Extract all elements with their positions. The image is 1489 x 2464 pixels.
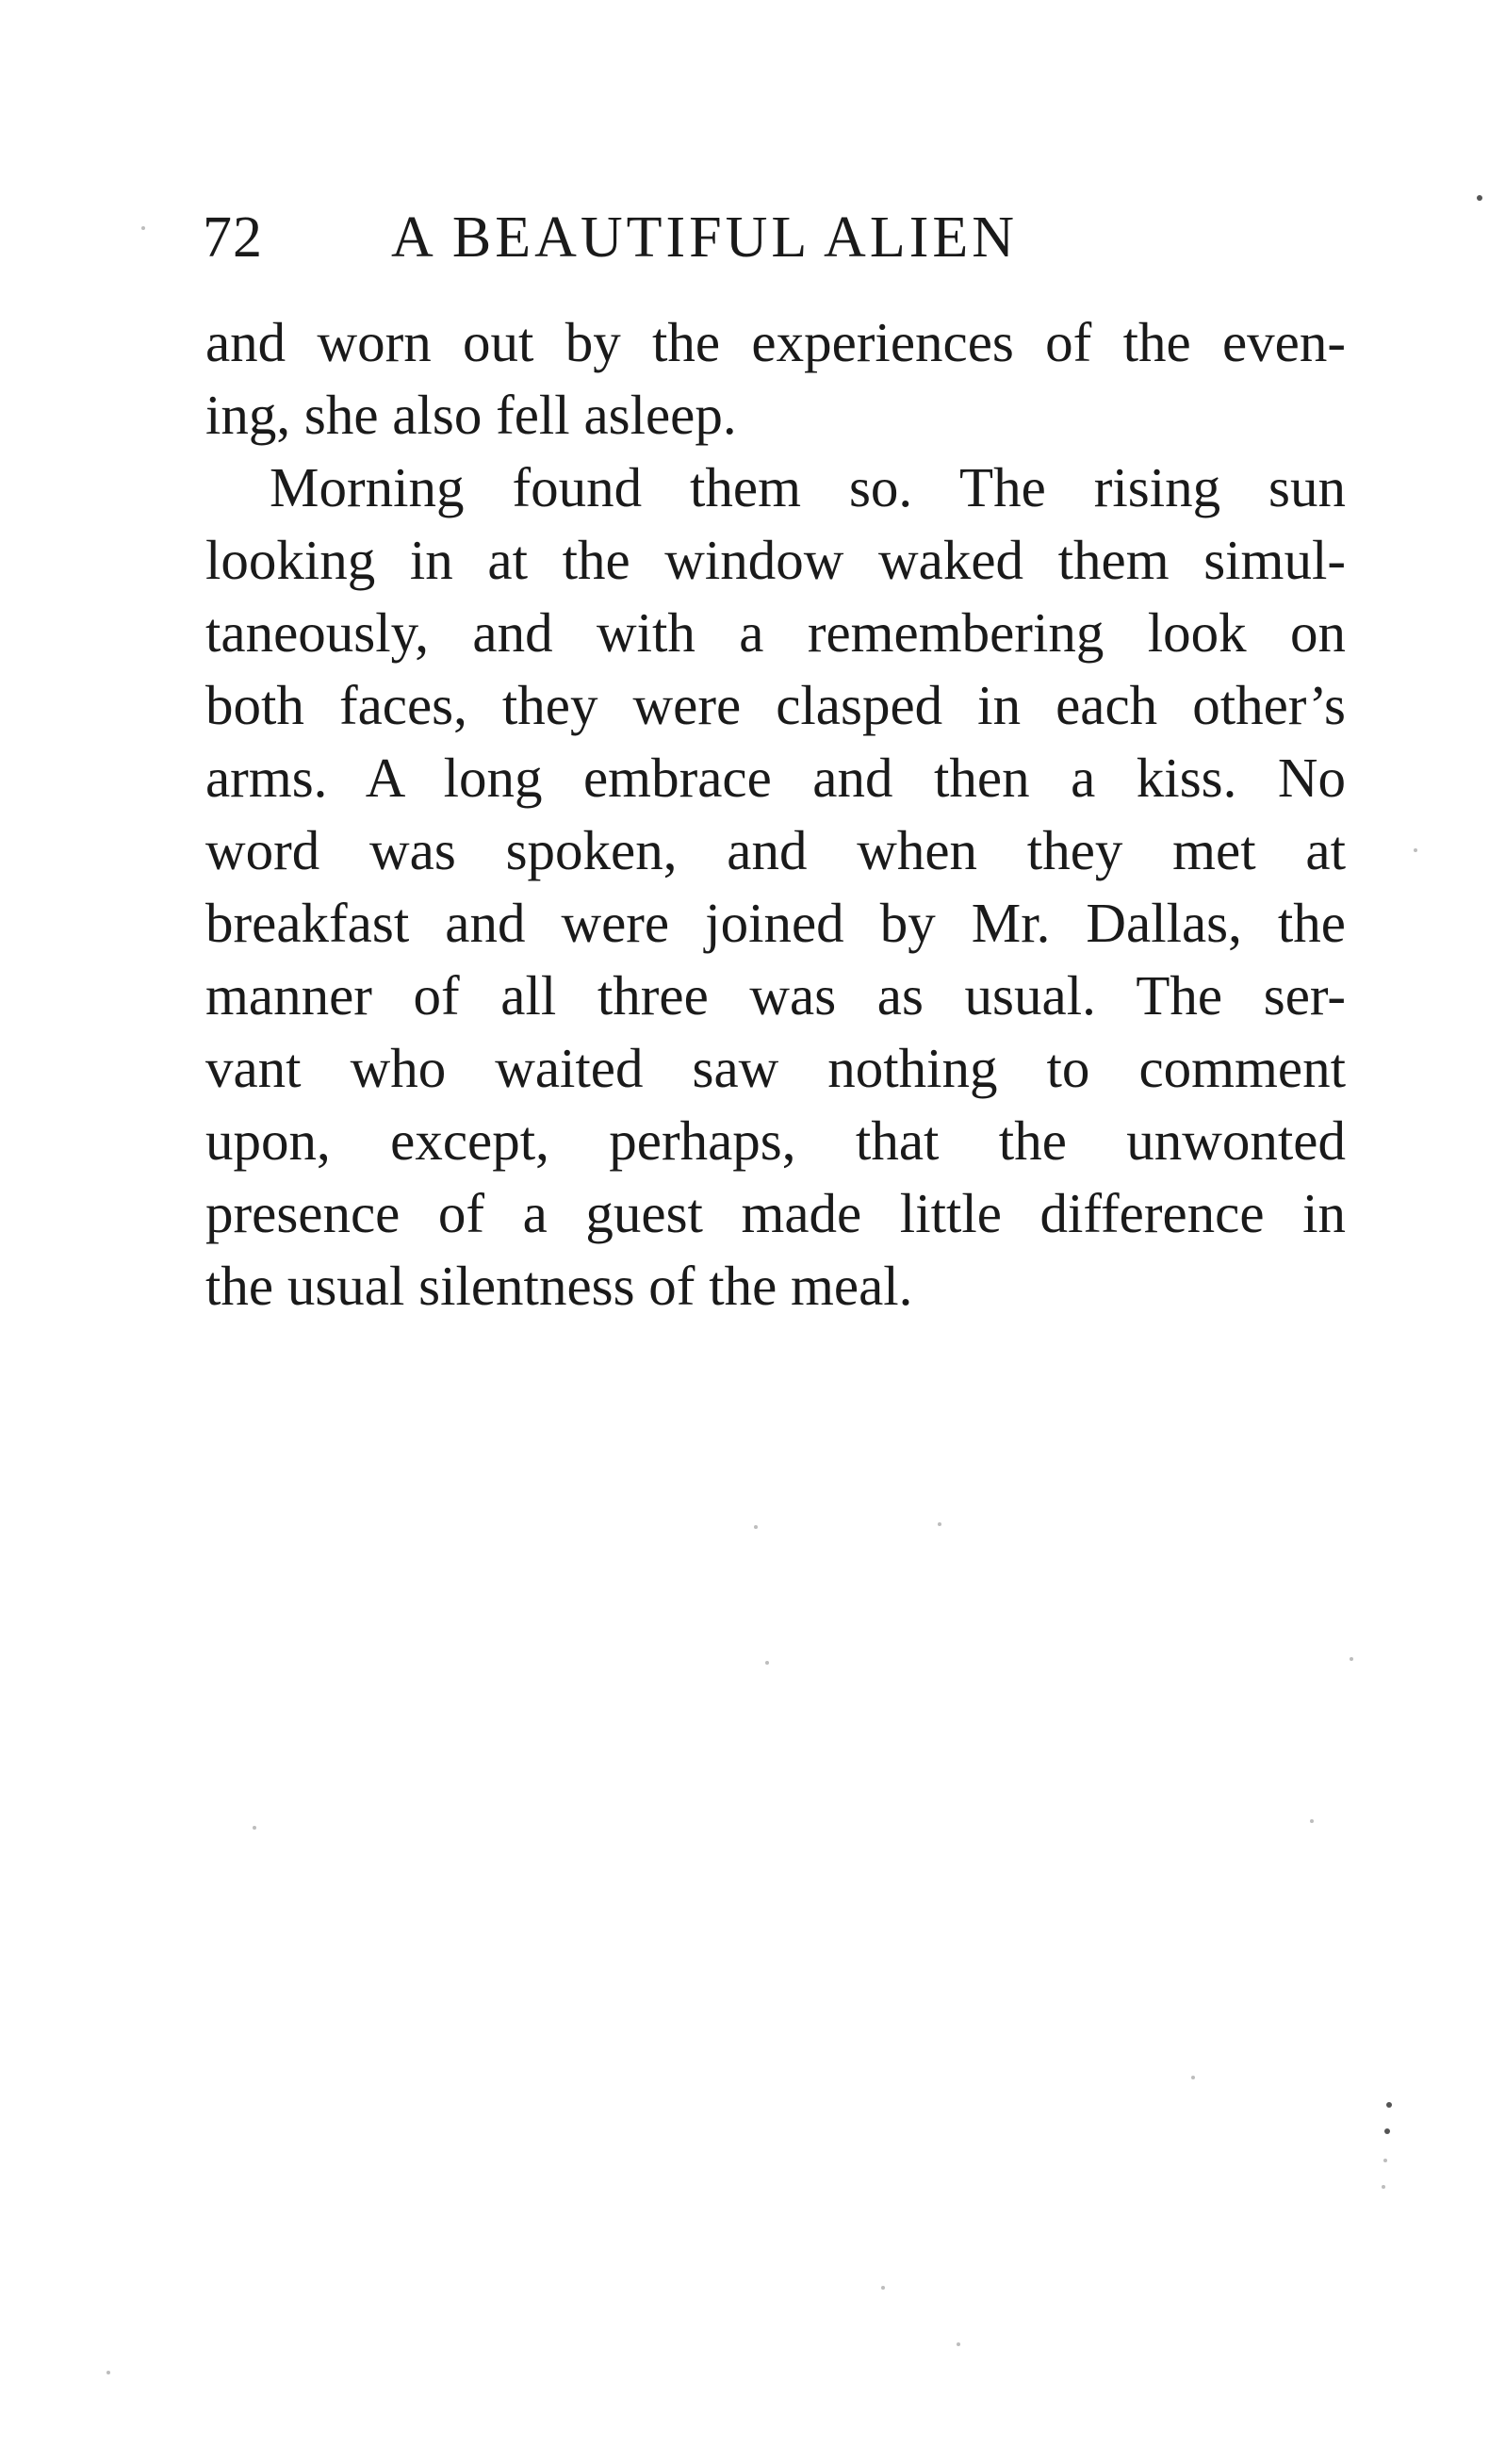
scan-speck <box>1384 2128 1390 2134</box>
text-line: presence of a guest made little difference in <box>205 1182 1346 1244</box>
scan-speck <box>1310 1819 1314 1823</box>
scan-speck <box>765 1661 769 1665</box>
scan-speck <box>1386 2102 1392 2108</box>
text-line: Morning found them so. The rising sun <box>270 456 1346 518</box>
scan-speck <box>754 1525 758 1529</box>
page-header <box>203 200 1145 275</box>
text-line: upon, except, perhaps, that the unwonted <box>205 1109 1346 1172</box>
text-line: looking in at the window waked them simul- <box>205 529 1346 591</box>
running-head: A BEAUTIFUL ALIEN <box>391 205 1018 270</box>
text-line: ing, she also fell asleep. <box>205 384 737 446</box>
text-line: arms. A long embrace and then a kiss. No <box>205 747 1346 809</box>
text-line: taneously, and with a remembering look on <box>205 601 1346 664</box>
paragraph <box>205 306 1346 452</box>
text-line: manner of all three was as usual. The ser- <box>205 964 1346 1027</box>
text-line: and worn out by the experiences of the even- <box>205 311 1346 373</box>
scan-speck <box>957 2342 960 2346</box>
text-line: both faces, they were clasped in each other’s <box>205 674 1346 736</box>
scan-speck <box>141 226 145 230</box>
scan-speck <box>938 1522 941 1526</box>
scan-speck <box>106 2371 110 2374</box>
scan-speck <box>1350 1657 1353 1661</box>
scan-speck <box>1382 2185 1385 2189</box>
body-text <box>205 306 1346 1322</box>
scan-speck <box>1477 195 1482 201</box>
page-number: 72 <box>203 205 263 270</box>
paragraph <box>205 452 1346 1322</box>
scan-speck <box>253 1826 256 1830</box>
text-line: the usual silentness of the meal. <box>205 1255 913 1317</box>
scan-speck <box>1383 2159 1387 2162</box>
text-line: vant who waited saw nothing to comment <box>205 1037 1346 1099</box>
scan-speck <box>1414 848 1417 852</box>
text-line: word was spoken, and when they met at <box>205 819 1346 881</box>
scan-speck <box>1191 2076 1195 2079</box>
text-line: breakfast and were joined by Mr. Dallas, the <box>205 892 1346 954</box>
scan-speck <box>881 2286 885 2290</box>
